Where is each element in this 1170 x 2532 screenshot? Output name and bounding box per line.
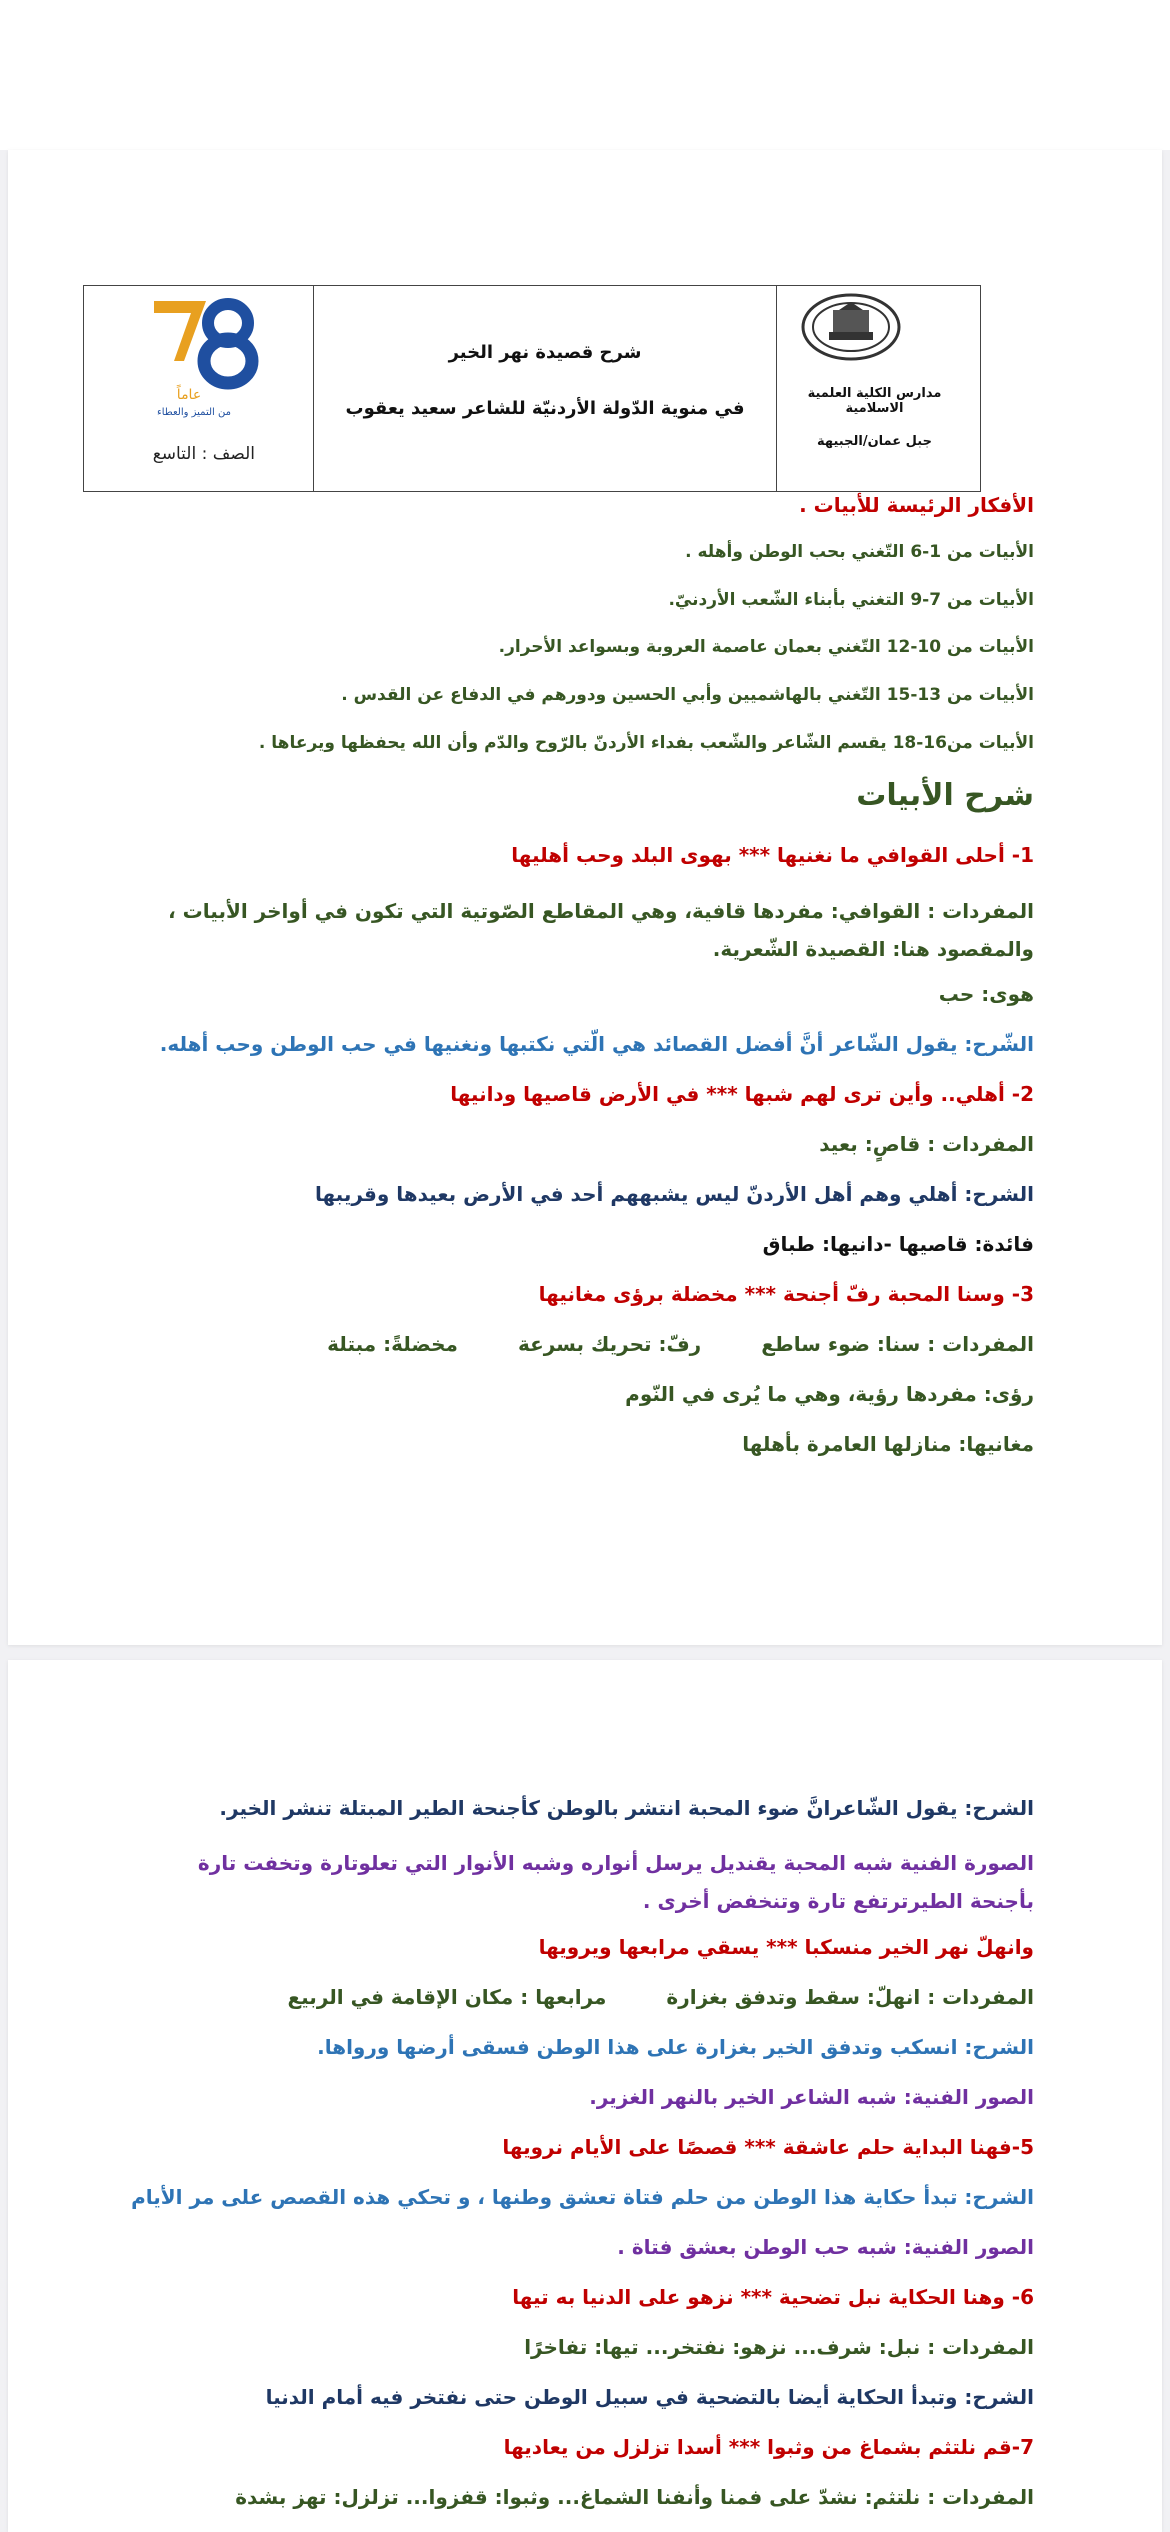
verse-4-vocabulary: المفردات : انهلّ: سقط وتدفق بغزارةمرابعها : مكان الإقامة في الربيع: [287, 1985, 1034, 2009]
lesson-subtitle: في منوية الدّولة الأردنيّة للشاعر سعيد يعقوب: [345, 398, 745, 419]
verse-3-imagery: الصورة الفنية شبه المحبة يقنديل يرسل أنواره وشبه الأنوار التي تعلوتارة وتخفت تارة بأجنحة الطيرترتفع تارة وتنخفض أخرى .: [197, 1851, 1034, 1913]
verse-6-vocabulary: المفردات : نبل: شرف... نزهو: نفتخر... تيها: تفاخرًا: [524, 2335, 1034, 2359]
verse-1: 1- أحلى القوافي ما نغنيها *** بهوى البلد وحب أهليها: [511, 843, 1034, 867]
anniversary-logo-icon: [144, 291, 264, 421]
explanation-heading: شرح الأبيات: [856, 778, 1034, 813]
verse-3-maghani: مغانيها: منازلها العامرة بأهلها: [742, 1432, 1034, 1456]
verse-2-explanation: الشرح: أهلي وهم أهل الأردنّ ليس يشبههم أحد في الأرض بعيدها وقريبها: [314, 1182, 1034, 1206]
verse-6: 6- وهنا الحكاية نبل تضحية *** نزهو على الدنيا به تيها: [512, 2285, 1034, 2309]
document-page-1: [8, 150, 1162, 1645]
header-cell-logo: [84, 286, 314, 491]
verse-4: وانهلّ نهر الخير منسكبا *** يسقي مرابعها ويرويها: [538, 1935, 1034, 1959]
header-cell-title: [314, 286, 777, 491]
verse-2-vocabulary: المفردات : قاصٍ: بعيد: [819, 1132, 1034, 1156]
school-name: مدارس الكلية العلمية الاسلامية: [807, 386, 942, 416]
idea-item: الأبيات من 10-12 التّغني بعمان عاصمة العروبة وبسواعد الأحرار.: [498, 637, 1034, 657]
verse-5-imagery: الصور الفنية: شبه حب الوطن بعشق فتاة .: [617, 2235, 1034, 2259]
header-cell-school: [777, 286, 980, 491]
verse-2: 2- أهلي.. وأين ترى لهم شبها *** في الأرض قاصيها ودانيها: [450, 1082, 1034, 1106]
verse-4-explanation: الشرح: انسكب وتدفق الخير بغزارة على هذا الوطن فسقى أرضها ورواها.: [317, 2035, 1034, 2059]
lesson-title: شرح قصيدة نهر الخير: [448, 342, 642, 363]
svg-text:من التميز والعطاء: من التميز والعطاء: [157, 407, 231, 418]
top-bar: [0, 0, 1170, 150]
verse-7-vocabulary: المفردات : نلتثم: نشدّ على فمنا وأنفنا الشماغ... وثبوا: قفزوا... تزلزل: تهز بشدة: [235, 2485, 1034, 2509]
verse-6-explanation: الشرح: وتبدأ الحكاية أيضا بالتضحية في سبيل الوطن حتى نفتخر فيه أمام الدنيا: [265, 2385, 1034, 2409]
document-page-2: [8, 1660, 1162, 2532]
idea-item: الأبيات من16-18 يقسم الشّاعر والشّعب بفداء الأردنّ بالرّوح والدّم وأن الله يحفظها ويرعاها .: [258, 733, 1034, 753]
svg-text:عاماً: عاماً: [176, 387, 202, 403]
verse-5-explanation: الشرح: تبدأ حكاية هذا الوطن من حلم فتاة تعشق وطنها ، و تحكي هذه القصص على مر الأيام: [131, 2185, 1034, 2209]
verse-3-vocabulary: المفردات : سنا: ضوء ساطعرفّ: تحريك بسرعةمخضلةً: مبتلة: [327, 1332, 1034, 1356]
ideas-heading: الأفكار الرئيسة للأبيات .: [799, 493, 1034, 517]
verse-1-vocabulary: المفردات : القوافي: مفردها قافية، وهي المقاطع الصّوتية التي تكون في أواخر الأبيات ، والمقصود هنا: القصيدة الشّعرية.: [168, 899, 1034, 961]
verse-1-explanation: الشّرح: يقول الشّاعر أنَّ أفضل القصائد هي الّتي نكتبها ونغنيها في حب الوطن وحب أهله.: [159, 1032, 1034, 1056]
school-location: جبل عمان/الجبيهة: [817, 434, 932, 449]
grade-label: الصف : التاسع: [152, 444, 255, 464]
verse-3-ruaa: رؤى: مفردها رؤية، وهي ما يُرى في النّوم: [625, 1382, 1034, 1406]
verse-1-hawa: هوى: حب: [938, 982, 1034, 1006]
school-seal-icon: [799, 292, 903, 362]
idea-item: الأبيات من 7-9 التغني بأبناء الشّعب الأردنيّ.: [668, 590, 1034, 610]
idea-item: الأبيات من 1-6 التّغني بحب الوطن وأهله .: [685, 542, 1034, 562]
verse-3: 3- وسنا المحبة رفّ أجنحة *** مخضلة برؤى مغانيها: [538, 1282, 1034, 1306]
verse-3-explanation: الشرح: يقول الشّاعرانَّ ضوء المحبة انتشر بالوطن كأجنحة الطير المبتلة تنشر الخير.: [219, 1796, 1034, 1820]
verse-2-note: فائدة: قاصيها -دانيها: طباق: [762, 1232, 1034, 1256]
verse-7: 7-قم نلتثم بشماغ من وثبوا *** أسدا تزلزل من يعاديها: [503, 2435, 1034, 2459]
idea-item: الأبيات من 13-15 التّغني بالهاشميين وأبي الحسين ودورهم في الدفاع عن القدس .: [341, 685, 1034, 705]
header-table: [83, 285, 981, 492]
verse-5: 5-فهنا البداية حلم عاشقة *** قصصًا على الأيام نرويها: [502, 2135, 1034, 2159]
verse-4-imagery: الصور الفنية: شبه الشاعر الخير بالنهر الغزير.: [589, 2085, 1034, 2109]
